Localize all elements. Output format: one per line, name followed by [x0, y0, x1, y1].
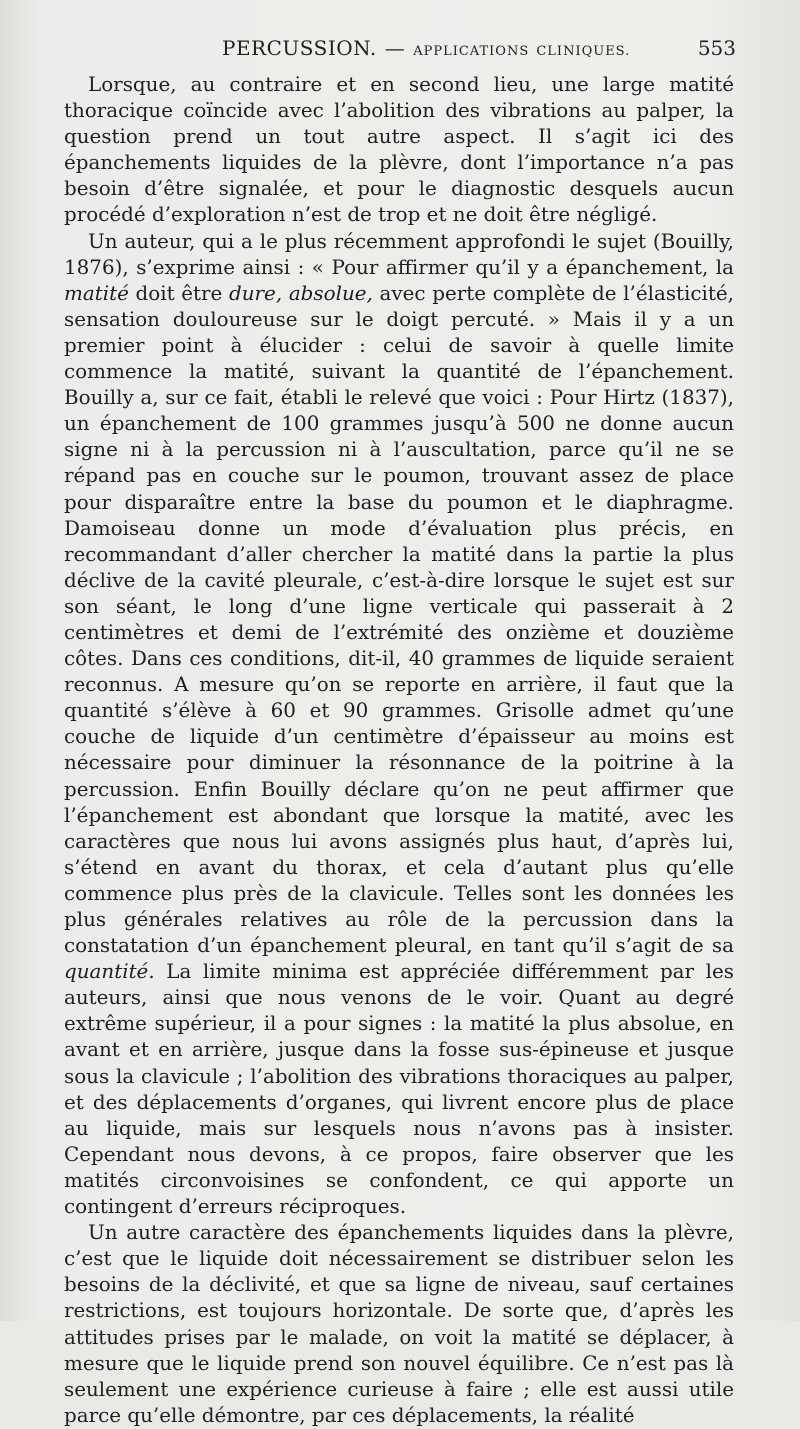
running-title-sub: APPLICATIONS CLINIQUES.: [413, 44, 631, 59]
running-title-dash: —: [384, 36, 406, 60]
page-number: 553: [697, 36, 736, 60]
body-text: [64, 72, 734, 1429]
text-run: doit être: [128, 281, 229, 305]
italic-text: dure, absolue,: [229, 281, 373, 305]
text-run: Lorsque, au contraire et en second lieu, une large matité thoracique coïncide avec l’abolition des vibrations au palper, la question prend un tout autre aspect. Il s’agit ici des épanchements liquides de la plèvre, dont l’importance n’a pas besoin d’être signalée, et pour le diagnostic desquels aucun procédé d’exploration n’est de trop et ne doit être négligé.: [64, 73, 734, 227]
text-run: Un autre caractère des épanchements liquides dans la plèvre, c’est que le liquide doit nécessairement se distribuer selon les besoins de la déclivité, et que sa ligne de niveau, sauf certaines restrictions, est toujours horizontale. De sorte que, d’après les attitudes prises par le malade, on voit la matité se déplacer, à mesure que le liquide prend son nouvel équilibre. Ce n’est pas là seulement une expérience curieuse à faire ; elle est aussi utile parce qu’elle démontre, par ces déplacements, la réalité: [64, 1221, 734, 1427]
text-run: avec perte complète de l’élasticité, sensation douloureuse sur le doigt percuté. » Mais il y a un premier point à élucider : celui de savoir à quelle limite commence la matité, suivant la quantité de l’épanchement. Bouilly a, sur ce fait, établi le relevé que voici : Pour Hirtz (1837), un épanchement de 100 grammes jusqu’à 500 ne donne aucun signe ni à la percussion ni à l’auscultation, parce qu’il ne se répand pas en couche sur le poumon, trouvant assez de place pour disparaître entre la base du poumon et le diaphragme. Damoiseau donne un mode d’évaluation plus précis, en recommandant d’aller chercher la matité dans la partie la plus déclive de la cavité pleurale, c’est-à-dire lorsque le sujet est sur son séant, le long d’une ligne verticale qui passerait à 2 centimètres et demi de l’extrémité des onzième et douzième côtes. Dans ces conditions, dit-il, 40 grammes de liquide seraient reconnus. A mesure qu’on se reporte en arrière, il faut que la quantité s’élève à 60 et 90 grammes. Grisolle admet qu’une couche de liquide d’un centimètre d’épaisseur au moins est nécessaire pour diminuer la résonnance de la poitrine à la percussion. Enfin Bouilly déclare qu’on ne peut affirmer que l’épanchement est abondant que lorsque la matité, avec les caractères que nous lui avons assignés plus haut, d’après lui, s’étend en avant du thorax, et cela d’autant plus qu’elle commence plus près de la clavicule. Telles sont les données les plus générales relatives au rôle de la percussion dans la constatation d’un épanchement pleural, en tant qu’il s’agit de sa: [64, 281, 734, 958]
paragraph: [64, 229, 734, 1221]
italic-text: quantité.: [64, 960, 155, 984]
text-run: La limite minima est appréciée différemment par les auteurs, ainsi que nous venons de le voir. Quant au degré extrême supérieur, il a pour signes : la matité la plus absolue, en avant et en arrière, jusque dans la fosse sus-épineuse et jusque sous la clavicule ; l’abolition des vibrations thoraciques au palper, et des déplacements d’organes, qui livrent encore plus de place au liquide, mais sur lesquels nous n’avons pas à insister. Cependant nous devons, à ce propos, faire observer que les matités circonvoisines se confondent, ce qui apporte un contingent d’erreurs réciproques.: [64, 960, 734, 1219]
italic-text: matité: [64, 281, 129, 305]
running-title-main: PERCUSSION.: [222, 36, 377, 60]
text-run: Un auteur, qui a le plus récemment approfondi le sujet (Bouilly, 1876), s’exprime ainsi : « Pour affirmer qu’il y a épanchement, la: [64, 229, 734, 279]
running-head: [62, 36, 742, 66]
running-title: [222, 36, 630, 60]
paragraph: [64, 1220, 734, 1429]
paragraph: [64, 72, 734, 229]
